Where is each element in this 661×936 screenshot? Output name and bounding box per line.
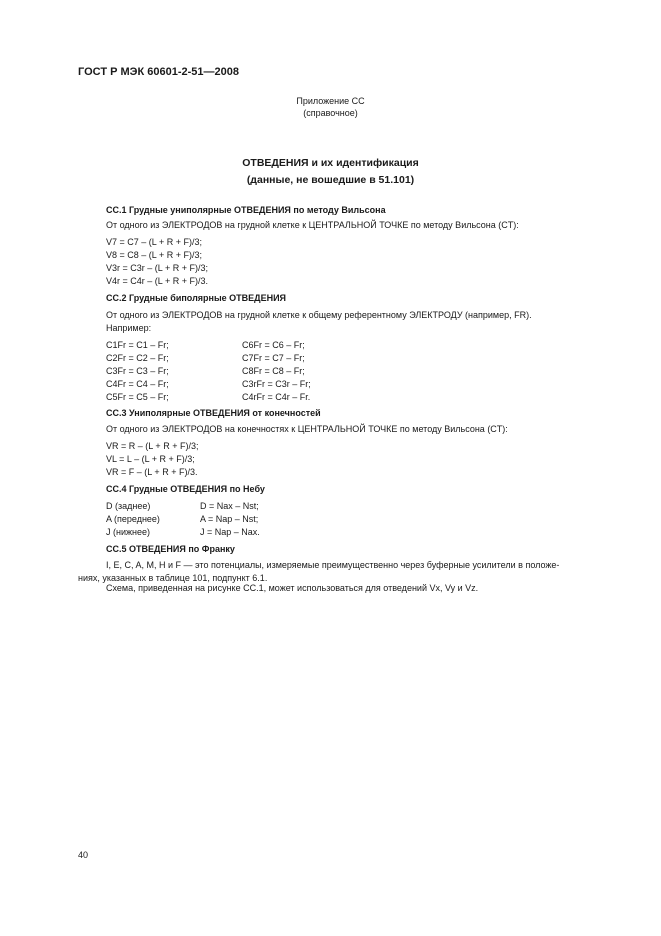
paragraph: ниях, указанных в таблице 101, подпункт 6.1. xyxy=(78,573,268,583)
appendix-subtitle: (справочное) xyxy=(303,108,358,118)
formula: C3Fr = C3 – Fr; xyxy=(106,366,169,376)
paragraph: От одного из ЭЛЕКТРОДОВ на конечностях к ЦЕНТРАЛЬНОЙ ТОЧКЕ по методу Вильсона (CT): xyxy=(106,424,508,434)
lead-name: D (заднее) xyxy=(106,501,151,511)
formula: VR = F – (L + R + F)/3. xyxy=(106,467,198,477)
section-heading: CC.3 Униполярные ОТВЕДЕНИЯ от конечностей xyxy=(106,408,321,418)
formula: C7Fr = C7 – Fr; xyxy=(242,353,305,363)
formula: J = Nap – Nax. xyxy=(200,527,260,537)
document-header: ГОСТ Р МЭК 60601-2-51—2008 xyxy=(78,66,239,78)
page-number: 40 xyxy=(78,850,89,860)
formula: V4r = C4r – (L + R + F)/3. xyxy=(106,276,208,286)
formula: C4Fr = C4 – Fr; xyxy=(106,379,169,389)
paragraph: От одного из ЭЛЕКТРОДОВ на грудной клетке к ЦЕНТРАЛЬНОЙ ТОЧКЕ по методу Вильсона (CT): xyxy=(106,220,519,230)
lead-name: A (переднее) xyxy=(106,514,160,524)
main-subtitle: (данные, не вошедшие в 51.101) xyxy=(246,174,415,186)
paragraph: Например: xyxy=(106,323,152,333)
formula: C1Fr = C1 – Fr; xyxy=(106,340,169,350)
lead-name: J (нижнее) xyxy=(106,527,150,537)
formula: C3rFr = C3r – Fr; xyxy=(242,379,311,389)
formula: C4rFr = C4r – Fr. xyxy=(242,392,311,402)
formula: C2Fr = C2 – Fr; xyxy=(106,353,169,363)
formula: C6Fr = C6 – Fr; xyxy=(242,340,305,350)
section-heading: CC.1 Грудные униполярные ОТВЕДЕНИЯ по методу Вильсона xyxy=(106,205,386,215)
formula: A = Nap – Nst; xyxy=(200,514,259,524)
main-title: ОТВЕДЕНИЯ и их идентификация xyxy=(242,157,419,169)
formula: D = Nax – Nst; xyxy=(200,501,259,511)
formula: C8Fr = C8 – Fr; xyxy=(242,366,305,376)
paragraph: Схема, приведенная на рисунке CC.1, может использоваться для отведений Vx, Vy и Vz. xyxy=(106,583,479,593)
formula: VL = L – (L + R + F)/3; xyxy=(106,454,195,464)
appendix-title: Приложение CC xyxy=(296,96,365,106)
section-heading: CC.2 Грудные биполярные ОТВЕДЕНИЯ xyxy=(106,293,287,303)
formula: V8 = C8 – (L + R + F)/3; xyxy=(106,250,202,260)
formula: V3r = C3r – (L + R + F)/3; xyxy=(106,263,208,273)
section-heading: CC.4 Грудные ОТВЕДЕНИЯ по Небу xyxy=(106,484,265,494)
formula: V7 = C7 – (L + R + F)/3; xyxy=(106,237,202,247)
formula: VR = R – (L + R + F)/3; xyxy=(106,441,199,451)
paragraph: I, E, C, A, M, H и F — это потенциалы, измеряемые преимущественно через буферные усилители в положе- xyxy=(106,560,560,570)
section-heading: CC.5 ОТВЕДЕНИЯ по Франку xyxy=(106,544,235,554)
paragraph: От одного из ЭЛЕКТРОДОВ на грудной клетке к общему референтному ЭЛЕКТРОДУ (например, FR). xyxy=(106,310,532,320)
formula: C5Fr = C5 – Fr; xyxy=(106,392,169,402)
